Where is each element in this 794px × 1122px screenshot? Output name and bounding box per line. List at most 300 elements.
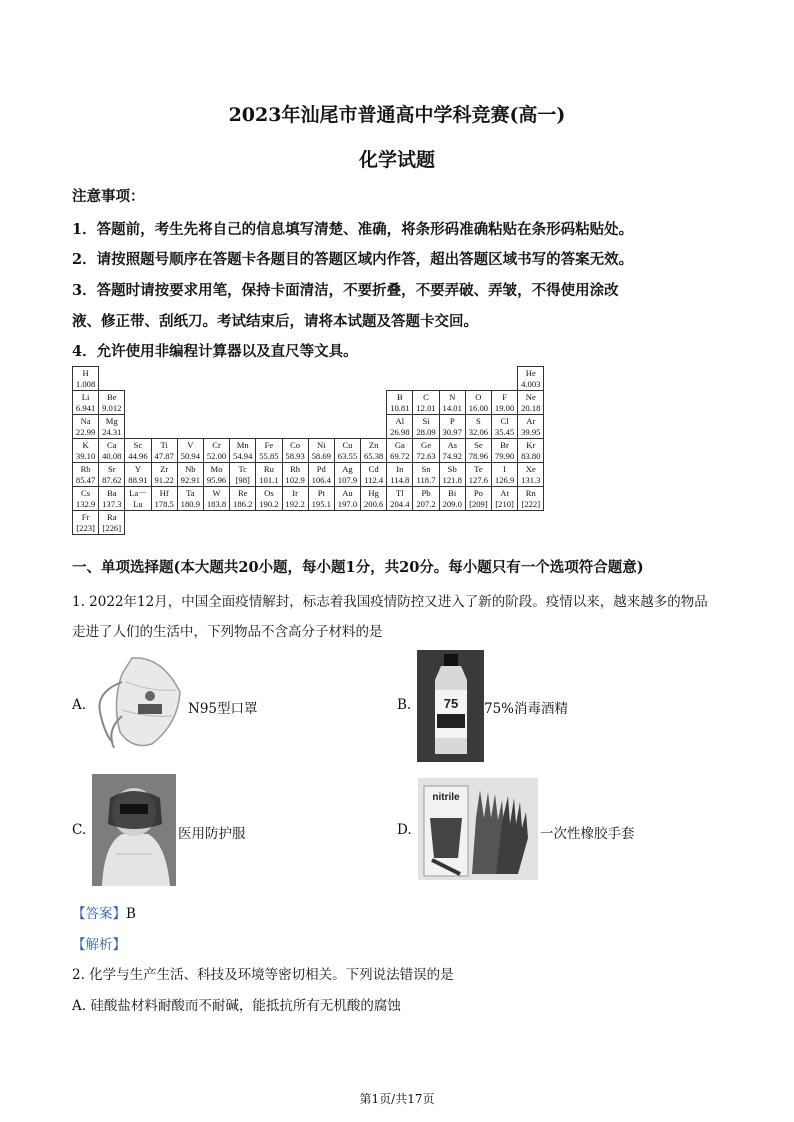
element-mass: 200.6 bbox=[363, 498, 384, 509]
element-symbol: P bbox=[449, 416, 455, 426]
element-symbol: Zr bbox=[160, 464, 169, 474]
element-cell bbox=[465, 391, 491, 415]
element-symbol: Mg bbox=[105, 416, 118, 426]
rubber-gloves-photo bbox=[418, 778, 538, 880]
element-mass: 95.96 bbox=[206, 474, 227, 485]
element-cell bbox=[361, 439, 387, 463]
element-mass: [223] bbox=[76, 522, 95, 533]
element-mass: 91.22 bbox=[154, 474, 174, 485]
empty-cell bbox=[518, 511, 544, 535]
element-cell bbox=[492, 439, 518, 463]
element-mass: 88.91 bbox=[128, 474, 148, 485]
element-symbol: Cr bbox=[212, 440, 221, 450]
element-cell bbox=[73, 463, 99, 487]
element-cell bbox=[439, 439, 465, 463]
periodic-row bbox=[73, 511, 544, 535]
element-symbol: Ru bbox=[263, 464, 274, 474]
element-symbol: Pb bbox=[421, 488, 431, 498]
element-mass: 39.10 bbox=[75, 450, 96, 461]
element-mass: 24.31 bbox=[102, 426, 122, 437]
element-cell bbox=[125, 463, 151, 487]
element-symbol: Sb bbox=[447, 464, 457, 474]
q1-option-c-letter: C. bbox=[72, 822, 87, 838]
element-mass: 55.85 bbox=[259, 450, 279, 461]
element-cell bbox=[361, 463, 387, 487]
element-cell bbox=[99, 391, 125, 415]
element-cell bbox=[439, 415, 465, 439]
periodic-row bbox=[73, 463, 544, 487]
element-cell bbox=[73, 367, 99, 391]
empty-cell bbox=[439, 367, 465, 391]
element-mass: 183.8 bbox=[206, 498, 227, 509]
element-cell bbox=[439, 391, 465, 415]
empty-cell bbox=[334, 391, 360, 415]
element-mass: 137.3 bbox=[102, 498, 122, 509]
element-mass: 20.18 bbox=[521, 402, 541, 413]
element-mass: 79.90 bbox=[494, 450, 515, 461]
empty-cell bbox=[256, 415, 282, 439]
empty-cell bbox=[282, 367, 308, 391]
q1-option-a-label: N95型口罩 bbox=[188, 701, 258, 717]
element-cell bbox=[308, 439, 334, 463]
element-cell bbox=[334, 487, 360, 511]
element-symbol: Cs bbox=[81, 488, 91, 498]
element-cell bbox=[99, 439, 125, 463]
element-mass: [210] bbox=[495, 498, 514, 509]
element-mass: 195.1 bbox=[311, 498, 331, 509]
empty-cell bbox=[413, 367, 439, 391]
element-mass: 114.8 bbox=[390, 474, 410, 485]
element-mass: 192.2 bbox=[285, 498, 305, 509]
empty-cell bbox=[308, 511, 334, 535]
element-symbol: Ni bbox=[316, 440, 326, 450]
element-cell bbox=[177, 463, 203, 487]
element-mass: 207.2 bbox=[416, 498, 436, 509]
empty-cell bbox=[177, 367, 203, 391]
element-mass: 58.69 bbox=[311, 450, 331, 461]
element-mass: 204.4 bbox=[390, 498, 410, 509]
periodic-row bbox=[73, 439, 544, 463]
element-cell bbox=[282, 439, 308, 463]
periodic-table bbox=[72, 366, 544, 535]
element-symbol: N bbox=[449, 392, 456, 402]
element-cell bbox=[413, 487, 439, 511]
element-cell bbox=[73, 511, 99, 535]
empty-cell bbox=[177, 511, 203, 535]
element-symbol: B bbox=[396, 392, 403, 402]
element-cell bbox=[518, 487, 544, 511]
empty-cell bbox=[230, 511, 256, 535]
empty-cell bbox=[177, 415, 203, 439]
empty-cell bbox=[361, 391, 387, 415]
element-symbol: Se bbox=[474, 440, 483, 450]
notice-item-3: 3．答题时请按要求用笔，保持卡面清洁，不要折叠，不要弄破、弄皱，不得使用涂改 bbox=[72, 282, 619, 299]
element-mass: 127.6 bbox=[468, 474, 489, 485]
element-cell bbox=[282, 487, 308, 511]
element-cell bbox=[177, 487, 203, 511]
element-mass: 58.93 bbox=[285, 450, 305, 461]
element-symbol: Al bbox=[395, 416, 405, 426]
element-mass: 180.9 bbox=[180, 498, 201, 509]
empty-cell bbox=[308, 391, 334, 415]
element-mass: 78.96 bbox=[468, 450, 489, 461]
element-mass: 54.94 bbox=[233, 450, 253, 461]
element-mass: 186.2 bbox=[233, 498, 253, 509]
element-mass: 102.9 bbox=[285, 474, 305, 485]
element-symbol: Nb bbox=[185, 464, 196, 474]
element-cell bbox=[492, 391, 518, 415]
element-symbol: Mn bbox=[236, 440, 249, 450]
empty-cell bbox=[203, 511, 229, 535]
element-symbol: Ra bbox=[107, 512, 117, 522]
element-symbol: S bbox=[476, 416, 481, 426]
bottle-label-number: 75 bbox=[443, 696, 459, 711]
element-mass: 52.00 bbox=[206, 450, 227, 461]
element-mass: 47.87 bbox=[154, 450, 174, 461]
element-mass: Lu bbox=[133, 498, 143, 509]
empty-cell bbox=[256, 511, 282, 535]
periodic-row bbox=[73, 367, 544, 391]
element-symbol: Y bbox=[134, 464, 142, 474]
element-symbol: Te bbox=[474, 464, 483, 474]
element-cell bbox=[230, 439, 256, 463]
empty-cell bbox=[177, 391, 203, 415]
q1-option-d-label: 一次性橡胶手套 bbox=[540, 826, 635, 842]
element-cell bbox=[518, 367, 544, 391]
element-cell bbox=[387, 391, 413, 415]
empty-cell bbox=[125, 391, 151, 415]
element-cell bbox=[73, 415, 99, 439]
element-symbol: O bbox=[475, 392, 482, 402]
element-cell bbox=[73, 439, 99, 463]
element-symbol: Ir bbox=[292, 488, 298, 498]
element-cell bbox=[361, 487, 387, 511]
element-symbol: Hg bbox=[368, 488, 379, 498]
element-cell bbox=[282, 463, 308, 487]
element-symbol: Ti bbox=[160, 440, 168, 450]
q1-option-a-letter: A. bbox=[72, 697, 87, 713]
element-mass: 69.72 bbox=[390, 450, 410, 461]
element-symbol: Li bbox=[81, 392, 90, 402]
empty-cell bbox=[230, 391, 256, 415]
element-symbol: Sc bbox=[133, 440, 143, 450]
element-cell bbox=[73, 391, 99, 415]
exam-subject: 化学试题 bbox=[358, 149, 435, 171]
element-symbol: Ba bbox=[107, 488, 117, 498]
n95-mask-photo bbox=[92, 652, 186, 756]
element-mass: 63.55 bbox=[337, 450, 358, 461]
element-cell bbox=[308, 487, 334, 511]
element-symbol: Rb bbox=[80, 464, 91, 474]
element-cell bbox=[334, 463, 360, 487]
empty-cell bbox=[361, 415, 387, 439]
empty-cell bbox=[387, 367, 413, 391]
element-cell bbox=[518, 415, 544, 439]
empty-cell bbox=[361, 511, 387, 535]
q1-option-c-label: 医用防护服 bbox=[178, 826, 246, 842]
element-symbol: Pt bbox=[317, 488, 325, 498]
element-mass: 83.80 bbox=[521, 450, 541, 461]
element-cell bbox=[99, 463, 125, 487]
element-cell bbox=[151, 463, 177, 487]
element-cell bbox=[308, 463, 334, 487]
empty-cell bbox=[492, 511, 518, 535]
element-cell bbox=[413, 463, 439, 487]
element-symbol: Mo bbox=[210, 464, 223, 474]
element-symbol: Ca bbox=[107, 440, 117, 450]
empty-cell bbox=[465, 367, 491, 391]
element-cell bbox=[439, 487, 465, 511]
element-symbol: Po bbox=[473, 488, 483, 498]
empty-cell bbox=[465, 511, 491, 535]
element-mass: 22.99 bbox=[75, 426, 96, 437]
element-symbol: Re bbox=[237, 488, 248, 498]
empty-cell bbox=[125, 511, 151, 535]
empty-cell bbox=[308, 415, 334, 439]
element-cell bbox=[518, 391, 544, 415]
empty-cell bbox=[282, 415, 308, 439]
element-mass: 118.7 bbox=[416, 474, 436, 485]
element-mass: 197.0 bbox=[337, 498, 358, 509]
element-mass: 72.63 bbox=[416, 450, 436, 461]
element-cell bbox=[99, 511, 125, 535]
empty-cell bbox=[203, 391, 229, 415]
element-symbol: H bbox=[82, 368, 89, 378]
empty-cell bbox=[151, 511, 177, 535]
alcohol-bottle-photo bbox=[417, 650, 484, 762]
element-mass: 121.8 bbox=[442, 474, 462, 485]
element-cell bbox=[492, 415, 518, 439]
element-cell bbox=[256, 439, 282, 463]
element-mass: 85.47 bbox=[75, 474, 96, 485]
empty-cell bbox=[334, 415, 360, 439]
empty-cell bbox=[334, 367, 360, 391]
element-cell bbox=[465, 487, 491, 511]
element-symbol: Br bbox=[500, 440, 509, 450]
empty-cell bbox=[230, 415, 256, 439]
element-symbol: At bbox=[500, 488, 509, 498]
notice-item-2: 2．请按照题号顺序在答题卡各题目的答题区域内作答，超出答题区域书写的答案无效。 bbox=[72, 251, 634, 268]
element-mass: 190.2 bbox=[259, 498, 279, 509]
element-cell bbox=[203, 463, 229, 487]
q2-option-a: A. 硅酸盐材料耐酸而不耐碱，能抵抗所有无机酸的腐蚀 bbox=[72, 998, 401, 1014]
empty-cell bbox=[361, 367, 387, 391]
element-mass: 9.012 bbox=[102, 402, 122, 413]
element-symbol: Tc bbox=[238, 464, 247, 474]
element-cell bbox=[99, 487, 125, 511]
element-mass: [209] bbox=[469, 498, 488, 509]
element-cell bbox=[99, 415, 125, 439]
answer-tag: 【答案】 bbox=[72, 906, 126, 922]
empty-cell bbox=[203, 367, 229, 391]
element-mass: 39.95 bbox=[521, 426, 541, 437]
element-cell bbox=[492, 463, 518, 487]
element-mass: 132.9 bbox=[75, 498, 96, 509]
element-cell bbox=[413, 439, 439, 463]
empty-cell bbox=[151, 391, 177, 415]
notice-heading: 注意事项： bbox=[72, 188, 145, 205]
element-cell bbox=[256, 463, 282, 487]
element-mass: [98] bbox=[235, 474, 250, 485]
element-symbol: Na bbox=[80, 416, 91, 426]
element-mass: 28.09 bbox=[416, 426, 436, 437]
protective-suit-photo bbox=[92, 774, 176, 886]
element-symbol: F bbox=[502, 392, 507, 402]
element-mass: 178.5 bbox=[154, 498, 174, 509]
empty-cell bbox=[203, 415, 229, 439]
element-cell bbox=[256, 487, 282, 511]
element-mass: 26.98 bbox=[390, 426, 410, 437]
q1-option-b-label: 75%消毒酒精 bbox=[484, 701, 569, 717]
empty-cell bbox=[230, 367, 256, 391]
element-mass: 6.941 bbox=[75, 402, 96, 413]
element-mass: 14.01 bbox=[442, 402, 462, 413]
element-cell bbox=[387, 487, 413, 511]
q1-stem-line1: 1. 2022年12月，中国全面疫情解封，标志着我国疫情防控又进入了新的阶段。疫情以来，越来越多的物品 bbox=[72, 594, 708, 610]
element-cell bbox=[151, 487, 177, 511]
element-mass: 92.91 bbox=[180, 474, 201, 485]
element-symbol: K bbox=[82, 440, 89, 450]
element-mass: 112.4 bbox=[364, 474, 384, 485]
empty-cell bbox=[282, 391, 308, 415]
element-cell bbox=[465, 463, 491, 487]
element-symbol: Ar bbox=[526, 416, 536, 426]
empty-cell bbox=[387, 511, 413, 535]
element-symbol: Ag bbox=[342, 464, 353, 474]
page-footer: 第1页/共17页 bbox=[359, 1092, 435, 1106]
element-mass: 209.0 bbox=[442, 498, 462, 509]
element-symbol: W bbox=[212, 488, 221, 498]
element-mass: 107.9 bbox=[337, 474, 358, 485]
element-mass: 16.00 bbox=[468, 402, 489, 413]
element-cell bbox=[334, 439, 360, 463]
element-symbol: He bbox=[525, 368, 536, 378]
q1-analysis-line bbox=[72, 933, 126, 953]
element-symbol: Zn bbox=[368, 440, 379, 450]
element-mass: 101.1 bbox=[259, 474, 279, 485]
q1-option-d-letter: D. bbox=[397, 822, 412, 838]
element-cell bbox=[387, 415, 413, 439]
analysis-tag: 【解析】 bbox=[72, 937, 126, 953]
element-mass: 87.62 bbox=[102, 474, 122, 485]
element-cell bbox=[151, 439, 177, 463]
q2-stem: 2. 化学与生产生活、科技及环境等密切相关。下列说法错误的是 bbox=[72, 967, 454, 983]
element-symbol: Fr bbox=[81, 512, 90, 522]
element-cell bbox=[203, 439, 229, 463]
element-symbol: Rh bbox=[290, 464, 301, 474]
element-symbol: Sn bbox=[421, 464, 431, 474]
element-symbol: As bbox=[447, 440, 457, 450]
empty-cell bbox=[256, 391, 282, 415]
element-symbol: Xe bbox=[525, 464, 536, 474]
empty-cell bbox=[99, 367, 125, 391]
element-mass: 50.94 bbox=[180, 450, 201, 461]
element-cell bbox=[413, 391, 439, 415]
element-symbol: Kr bbox=[526, 440, 536, 450]
element-symbol: La－ bbox=[129, 488, 147, 498]
element-symbol: Sr bbox=[107, 464, 116, 474]
element-cell bbox=[125, 487, 151, 511]
element-symbol: Ga bbox=[394, 440, 405, 450]
element-symbol: Si bbox=[422, 416, 430, 426]
q1-answer-line bbox=[72, 902, 136, 922]
element-mass: 35.45 bbox=[494, 426, 515, 437]
element-symbol: Fe bbox=[264, 440, 274, 450]
empty-cell bbox=[282, 511, 308, 535]
empty-cell bbox=[439, 511, 465, 535]
element-mass: 131.3 bbox=[521, 474, 541, 485]
empty-cell bbox=[151, 415, 177, 439]
element-cell bbox=[230, 463, 256, 487]
element-mass: 44.96 bbox=[128, 450, 148, 461]
element-symbol: Be bbox=[107, 392, 117, 402]
element-cell bbox=[73, 487, 99, 511]
q1-option-b-letter: B. bbox=[397, 697, 412, 713]
periodic-row bbox=[73, 415, 544, 439]
element-symbol: Ge bbox=[421, 440, 432, 450]
element-cell bbox=[413, 415, 439, 439]
element-symbol: C bbox=[423, 392, 429, 402]
element-mass: 4.003 bbox=[521, 378, 541, 389]
empty-cell bbox=[492, 367, 518, 391]
periodic-row bbox=[73, 391, 544, 415]
element-cell bbox=[125, 439, 151, 463]
element-symbol: Co bbox=[290, 440, 301, 450]
element-symbol: Cl bbox=[500, 416, 509, 426]
empty-cell bbox=[413, 511, 439, 535]
element-mass: 106.4 bbox=[311, 474, 331, 485]
element-symbol: In bbox=[396, 464, 404, 474]
element-cell bbox=[177, 439, 203, 463]
element-symbol: Au bbox=[342, 488, 353, 498]
glove-package-brand: nitrile bbox=[432, 792, 460, 803]
element-cell bbox=[203, 487, 229, 511]
empty-cell bbox=[334, 511, 360, 535]
element-cell bbox=[518, 463, 544, 487]
element-symbol: Rn bbox=[525, 488, 536, 498]
element-mass: [226] bbox=[102, 522, 122, 533]
element-symbol: V bbox=[187, 440, 194, 450]
element-symbol: Os bbox=[264, 488, 274, 498]
empty-cell bbox=[125, 415, 151, 439]
element-cell bbox=[492, 487, 518, 511]
element-cell bbox=[387, 463, 413, 487]
element-symbol: Tl bbox=[396, 488, 404, 498]
element-mass: 74.92 bbox=[442, 450, 462, 461]
element-mass: 40.08 bbox=[102, 450, 122, 461]
element-symbol: Pd bbox=[316, 464, 326, 474]
element-symbol: Hf bbox=[159, 488, 169, 498]
element-mass: 65.38 bbox=[363, 450, 384, 461]
empty-cell bbox=[256, 367, 282, 391]
notice-item-4: 4．允许使用非编程计算器以及直尺等文具。 bbox=[72, 343, 358, 360]
notice-item-3-cont: 液、修正带、刮纸刀。考试结束后，请将本试题及答题卡交回。 bbox=[72, 313, 478, 330]
element-symbol: Cu bbox=[342, 440, 353, 450]
element-symbol: Bi bbox=[448, 488, 457, 498]
element-mass: [222] bbox=[521, 498, 541, 509]
empty-cell bbox=[151, 367, 177, 391]
element-cell bbox=[387, 439, 413, 463]
element-mass: 1.008 bbox=[75, 378, 96, 389]
element-mass: 10.81 bbox=[390, 402, 410, 413]
element-mass: 19.00 bbox=[494, 402, 515, 413]
element-mass: 32.06 bbox=[468, 426, 489, 437]
element-symbol: Ne bbox=[525, 392, 536, 402]
answer-value: B bbox=[126, 906, 136, 922]
element-symbol: Ta bbox=[186, 488, 195, 498]
element-cell bbox=[465, 439, 491, 463]
element-mass: 126.9 bbox=[494, 474, 515, 485]
